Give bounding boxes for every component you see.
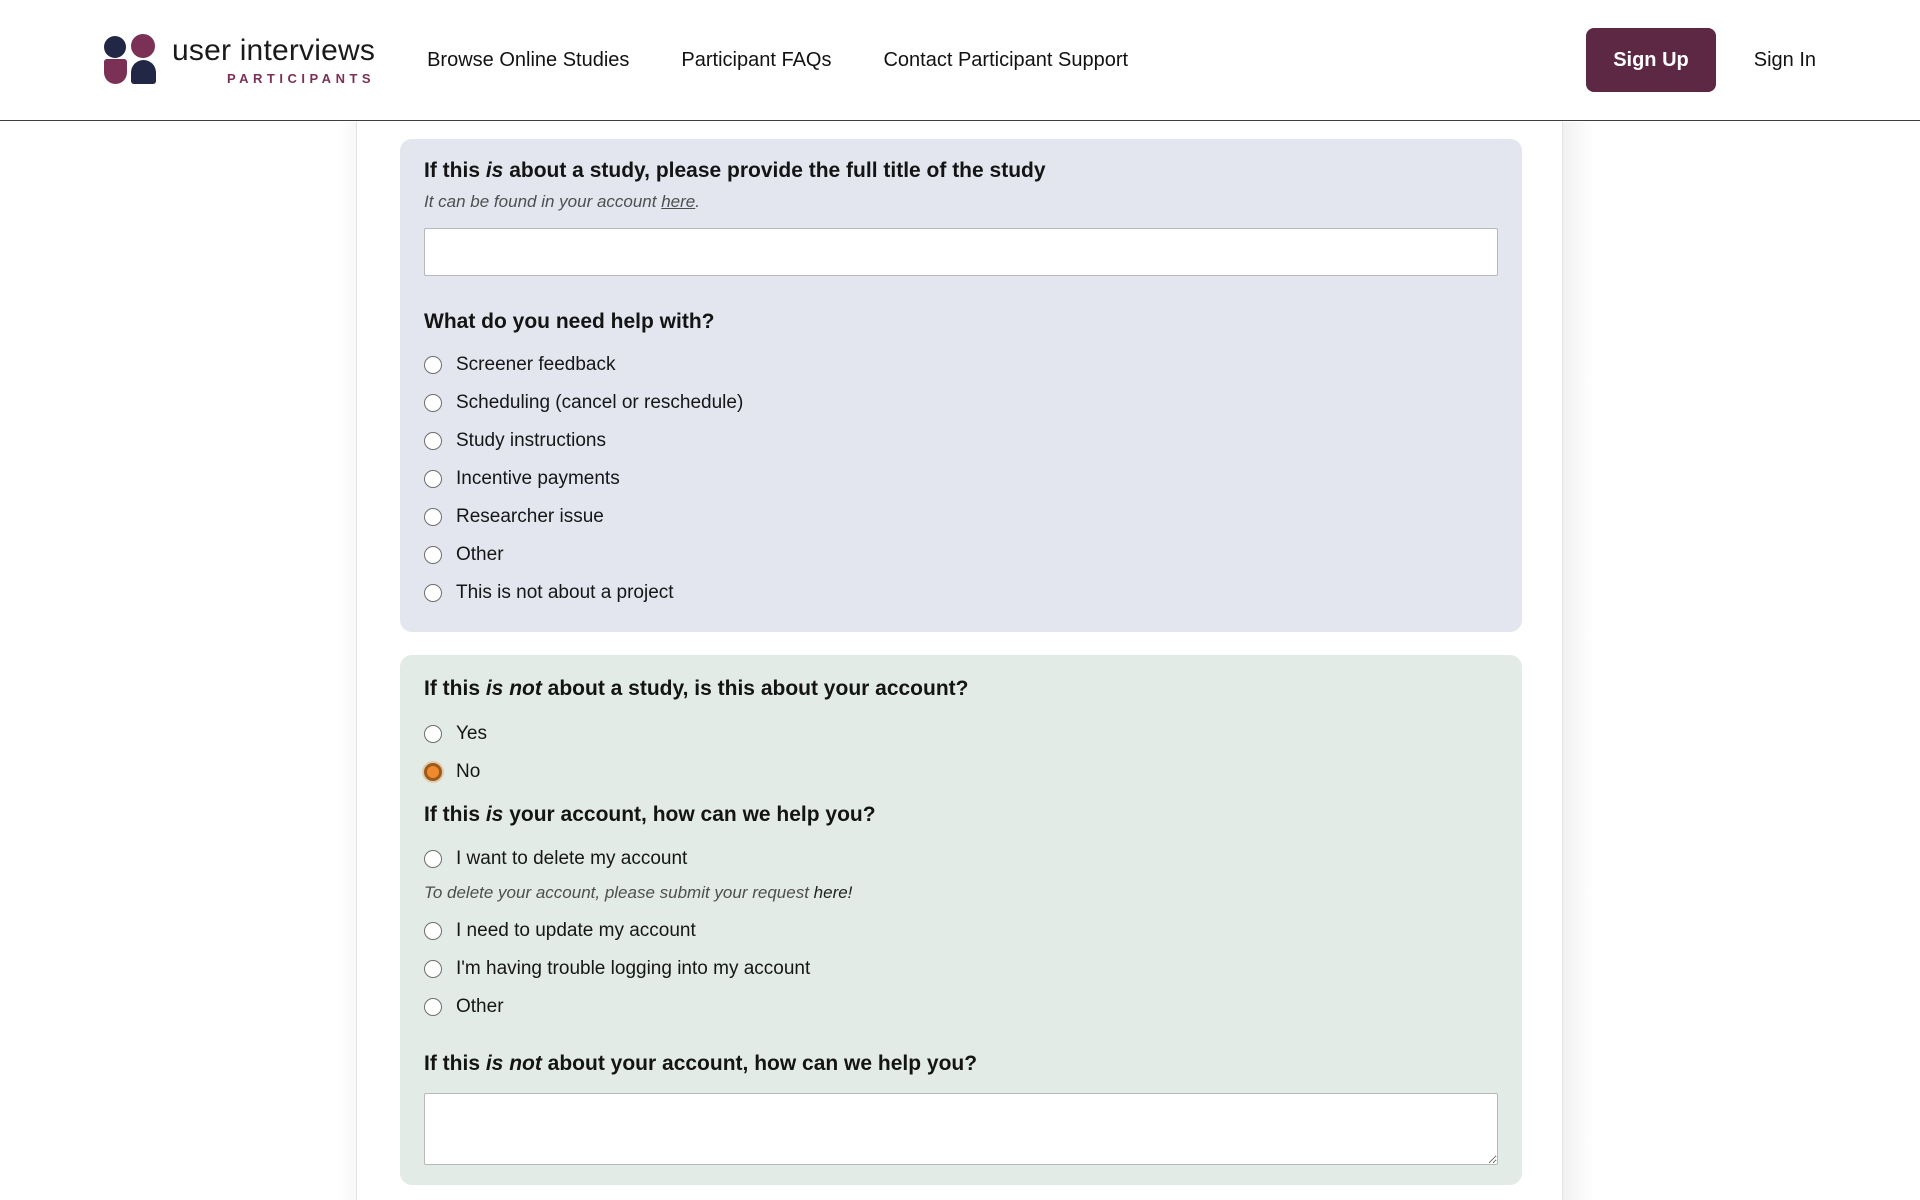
radio-option-label: Scheduling (cancel or reschedule) bbox=[456, 392, 744, 414]
radio-icon[interactable] bbox=[424, 432, 442, 450]
sign-up-button[interactable]: Sign Up bbox=[1586, 28, 1716, 92]
brand-text bbox=[172, 34, 375, 86]
study-section-subtitle: It can be found in your account here. bbox=[424, 192, 700, 212]
radio-option-yes[interactable] bbox=[424, 715, 1498, 753]
content-right-border bbox=[1562, 122, 1563, 1200]
not-account-help-title: If this is not about your account, how can we help you? bbox=[424, 1051, 978, 1075]
radio-icon[interactable] bbox=[424, 470, 442, 488]
logo-circle-navy bbox=[104, 36, 126, 58]
radio-icon[interactable] bbox=[424, 546, 442, 564]
radio-option-label: This is not about a project bbox=[456, 582, 674, 604]
radio-icon[interactable] bbox=[424, 356, 442, 374]
content-left-border bbox=[356, 122, 357, 1200]
radio-option-label: Other bbox=[456, 995, 504, 1017]
radio-option[interactable] bbox=[424, 384, 1498, 422]
delete-request-here-link[interactable]: here! bbox=[813, 882, 853, 902]
radio-option-label: I'm having trouble logging into my account bbox=[456, 957, 811, 979]
main-nav bbox=[427, 49, 1128, 72]
help-options-group bbox=[424, 346, 1498, 612]
radio-icon[interactable] bbox=[424, 584, 442, 602]
header-actions bbox=[1586, 28, 1816, 92]
nav-link[interactable]: Participant FAQs bbox=[681, 48, 832, 71]
radio-option[interactable] bbox=[424, 536, 1498, 574]
account-help-textarea[interactable] bbox=[424, 1093, 1498, 1165]
radio-option-label: Screener feedback bbox=[456, 354, 616, 376]
study-title-input[interactable] bbox=[424, 228, 1498, 276]
radio-option-label: I need to update my account bbox=[456, 919, 696, 941]
radio-icon[interactable] bbox=[424, 922, 442, 940]
radio-icon[interactable] bbox=[424, 394, 442, 412]
brand-logo[interactable] bbox=[104, 34, 375, 86]
study-section-title: If this is about a study, please provide the full title of the study bbox=[424, 159, 1046, 182]
account-question-title: If this is not about a study, is this about your account? bbox=[424, 677, 969, 701]
radio-icon[interactable] bbox=[424, 960, 442, 978]
brand-subtitle: PARTICIPANTS bbox=[226, 71, 376, 86]
sign-in-link[interactable]: Sign In bbox=[1753, 48, 1816, 71]
nav-link[interactable]: Contact Participant Support bbox=[883, 48, 1129, 71]
radio-option-label: Researcher issue bbox=[456, 506, 604, 528]
radio-option-label: Study instructions bbox=[456, 430, 606, 452]
radio-option[interactable] bbox=[424, 498, 1498, 536]
radio-option-no-selected[interactable] bbox=[424, 753, 1498, 791]
radio-selected-icon[interactable] bbox=[424, 763, 442, 781]
radio-option-label: Yes bbox=[456, 722, 487, 744]
radio-option-label: I want to delete my account bbox=[456, 847, 688, 869]
logo-body-maroon bbox=[104, 59, 127, 84]
radio-option[interactable] bbox=[424, 574, 1498, 612]
radio-icon[interactable] bbox=[424, 850, 442, 868]
radio-icon[interactable] bbox=[424, 508, 442, 526]
radio-option-label: No bbox=[456, 760, 481, 782]
radio-option[interactable] bbox=[424, 950, 1498, 988]
radio-option-label: Incentive payments bbox=[456, 468, 620, 490]
user-interviews-logo-icon bbox=[104, 34, 156, 86]
brand-name: user interviews bbox=[172, 34, 376, 67]
account-help-title: If this is your account, how can we help you? bbox=[424, 802, 876, 826]
radio-option[interactable] bbox=[424, 988, 1498, 1026]
account-here-link[interactable]: here bbox=[661, 192, 696, 212]
radio-icon[interactable] bbox=[424, 725, 442, 743]
help-question: What do you need help with? bbox=[424, 310, 715, 334]
header bbox=[0, 0, 1920, 121]
radio-option-delete-account[interactable] bbox=[424, 840, 1498, 878]
study-section-card bbox=[400, 139, 1522, 632]
radio-option-label: Other bbox=[456, 544, 504, 566]
logo-circle-maroon bbox=[131, 34, 155, 58]
radio-option[interactable] bbox=[424, 346, 1498, 384]
nav-link[interactable]: Browse Online Studies bbox=[427, 48, 630, 71]
delete-account-note: To delete your account, please submit your request here! bbox=[424, 882, 853, 902]
radio-option[interactable] bbox=[424, 460, 1498, 498]
radio-icon[interactable] bbox=[424, 998, 442, 1016]
radio-option[interactable] bbox=[424, 422, 1498, 460]
logo-body-navy bbox=[131, 60, 156, 84]
account-section-card bbox=[400, 655, 1522, 1185]
radio-option[interactable] bbox=[424, 912, 1498, 950]
support-form bbox=[400, 139, 1522, 1185]
